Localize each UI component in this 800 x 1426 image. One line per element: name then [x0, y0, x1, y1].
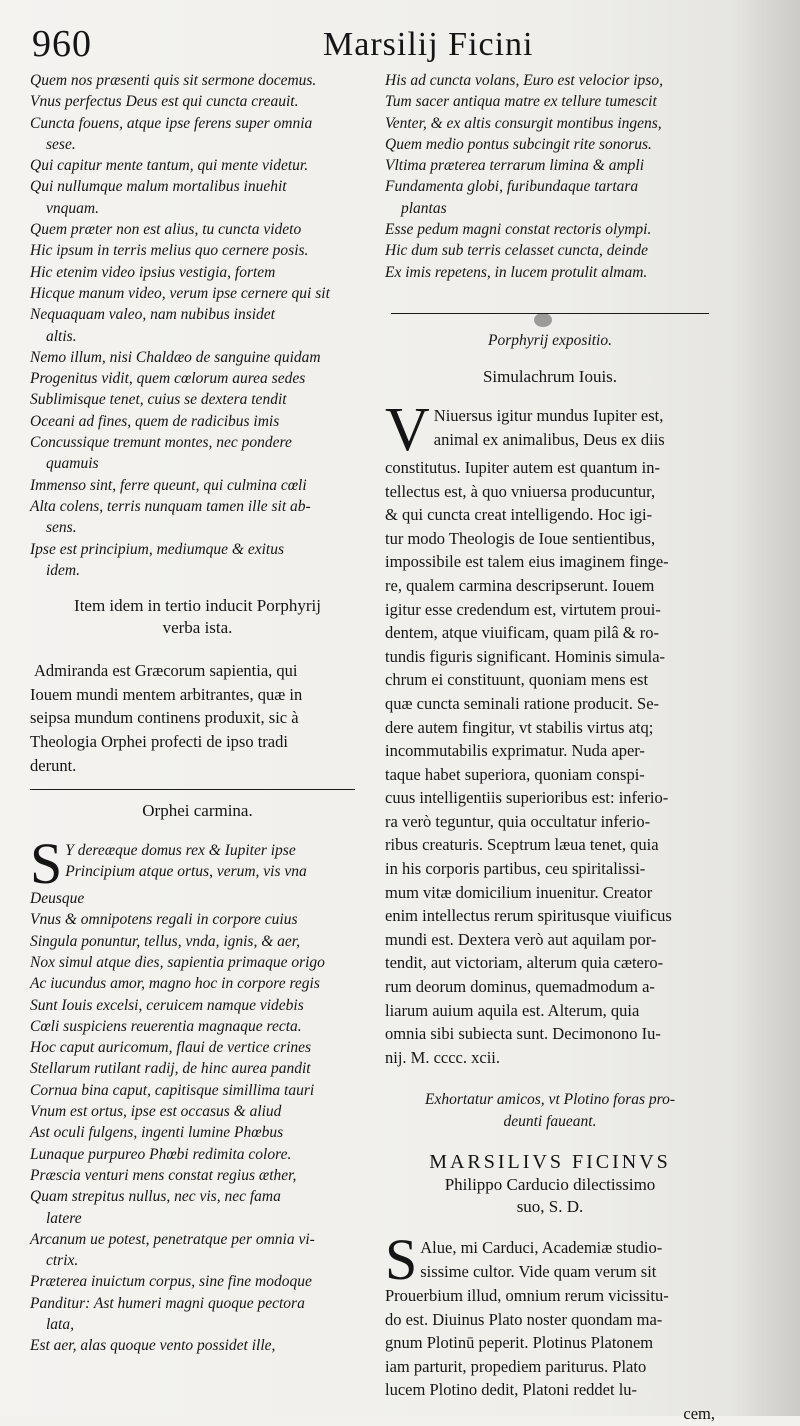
expositio-text: [385, 395, 715, 1069]
prose-line: impossibile est talem eius imaginem finge-: [385, 552, 669, 572]
prose-line: incommutabilis exprimatur. Nuda aper-: [385, 741, 645, 761]
poem-line: His ad cuncta volans, Euro est velocior ipso,: [385, 72, 663, 89]
poem-line: latere: [46, 1209, 82, 1227]
prose-line: mundi est. Dextera verò aut aquilam por-: [385, 929, 657, 949]
letter-author: MARSILIVS FICINVS: [429, 1151, 671, 1173]
letter-addressee-line: suo, S. D.: [516, 1197, 584, 1216]
prose-line: Theologia Orphei profecti de ipso tradi: [30, 731, 288, 751]
prose-line: chrum ei constituunt, quoniam mens est: [385, 670, 649, 690]
poem-line: Y dereæque domus rex & Iupiter ipse: [65, 842, 296, 860]
prose-line: enim intellectus rerum spiritusque viuificus: [385, 906, 672, 926]
left-column: [30, 70, 365, 1357]
poem-line: Stellarum rutilant radij, de hinc aurea pandit: [30, 1060, 311, 1078]
poem-line: Deusque: [30, 890, 85, 908]
left-prose: [30, 659, 365, 777]
poem-line: Vnus perfectus Deus est qui cuncta creauit.: [30, 93, 299, 111]
poem-line: sese.: [46, 135, 76, 153]
orphei-poem: [30, 831, 365, 1357]
prose-line: Niuersus igitur mundus Iupiter est,: [433, 405, 664, 425]
poem-line: Singula ponuntur, tellus, vnda, ignis, & aer,: [30, 932, 300, 950]
prose-line: lucem Plotino dedit, Platoni reddet lu-: [385, 1380, 638, 1400]
drop-capital: S: [30, 831, 63, 897]
poem-line: Nemo illum, nisi Chaldæo de sanguine quidam: [30, 348, 321, 366]
poem-line: quamuis: [46, 455, 99, 473]
poem-line: Hic dum sub terris celasset cuncta, deinde: [385, 242, 649, 260]
prose-line: tur modo Theologis de Ioue sentientibus,: [385, 528, 656, 548]
poem-line: Est aer, alas quoque vento possidet ille,: [30, 1337, 276, 1355]
poem-line: sens.: [46, 519, 77, 537]
prose-line: quæ cuncta seminali ratione producit. Se-: [385, 693, 660, 713]
poem-line: Hic etenim video ipsius vestigia, fortem: [30, 263, 276, 281]
exhortatur-line: deunti faueant.: [503, 1112, 597, 1130]
poem-line: Qui capitur mente tantum, qui mente videtur.: [30, 157, 309, 175]
poem-line: Cuncta fouens, atque ipse ferens super omnia: [30, 114, 313, 132]
poem-line: altis.: [46, 327, 77, 345]
prose-line: dentem, atque viuificam, quam pilâ & ro-: [385, 623, 659, 643]
prose-line: seipsa mundum continens produxit, sic à: [30, 708, 299, 728]
poem-line: Hoc caput auricomum, flaui de vertice crines: [30, 1039, 312, 1057]
poem-line: Præscia venturi mens constat regius æther,: [30, 1166, 297, 1184]
poem-line: Hic ipsum in terris melius quo cernere posis.: [30, 242, 309, 260]
poem-line: Sublimisque tenet, cuius se dextera tendit: [30, 391, 287, 409]
prose-line: taque habet superiora, quoniam conspi-: [385, 764, 645, 784]
prose-line: in his corporis partibus, ceu spiritalissi-: [385, 859, 646, 879]
prose-line: tellectus est, à quo vniuersa producuntur,: [385, 481, 656, 501]
poem-line: Quem nos præsenti quis sit sermone docemus.: [30, 72, 317, 89]
poem-line: Arcanum ue potest, penetratque per omnia vi-: [30, 1230, 315, 1248]
poem-line: Oceani ad fines, quem de radicibus imis: [30, 412, 280, 430]
poem-line: Ipse est principium, mediumque & exitus: [30, 540, 284, 558]
prose-line: constitutus. Iupiter autem est quantum in-: [385, 457, 660, 477]
letter-addressee-line: Philippo Carducio dilectissimo: [444, 1175, 656, 1194]
poem-line: Progenitus vidit, quem cœlorum aurea sedes: [30, 370, 306, 388]
drop-capital: S: [385, 1227, 418, 1292]
prose-line: cem,: [683, 1403, 715, 1423]
prose-line: ra verò teguntur, quia occultatur inferio-: [385, 811, 651, 831]
page-header: [28, 18, 770, 68]
prose-line: derunt.: [30, 755, 77, 775]
right-column: [385, 70, 715, 1426]
section-rule: [30, 789, 355, 790]
prose-line: omnia sibi subiecta sunt. Decimonono Iu-: [385, 1024, 661, 1044]
prose-line: tundis figuris significant. Hominis simula-: [385, 646, 666, 666]
poem-line: Tum sacer antiqua matre ex tellure tumescit: [385, 93, 657, 111]
prose-line: nij. M. cccc. xcii.: [385, 1047, 501, 1067]
poem-line: Quam strepitus nullus, nec vis, nec fama: [30, 1188, 281, 1206]
poem-line: ctrix.: [46, 1252, 79, 1270]
poem-line: Ex imis repetens, in lucem protulit almam.: [385, 263, 648, 281]
poem-line: Qui nullumque malum mortalibus inuehit: [30, 178, 287, 196]
poem-line: Alta colens, terris nunquam tamen ille sit ab-: [30, 497, 311, 515]
prose-line: mum vitæ domicilium inuenitur. Creator: [385, 882, 653, 902]
prose-line: gnum Plotinū peperit. Plotinus Platonem: [385, 1333, 654, 1353]
prose-line: Iouem mundi mentem arbitrantes, quæ in: [30, 684, 303, 704]
prose-line: dere autem fingitur, vt stabilis virtus atq;: [385, 717, 654, 737]
prose-line: animal ex animalibus, Deus ex diis: [433, 429, 665, 449]
poem-line: Principium atque ortus, verum, vis vna: [65, 863, 307, 881]
prose-line: Prouerbium illud, omnium rerum vicissitu-: [385, 1286, 669, 1305]
poem-line: Quem præter non est alius, tu cuncta videto: [30, 221, 302, 239]
poem-line: Quem medio pontus subcingit rite sonorus.: [385, 135, 652, 153]
prose-line: sissime cultor. Vide quam verum sit: [420, 1261, 657, 1281]
prose-line: rum deorum dominus, quemadmodum a-: [385, 977, 655, 997]
poem-line: Vnum est ortus, ipse est occasus & aliud: [30, 1103, 282, 1121]
poem-line: Esse pedum magni constat rectoris olympi.: [385, 221, 652, 239]
poem-line: Nequaquam valeo, nam nubibus insidet: [30, 306, 275, 324]
exhortatur-heading: [385, 1089, 715, 1132]
poem-line: Lunaque purpureo Phœbi redimita colore.: [30, 1145, 292, 1163]
running-title: Marsilij Ficini: [323, 26, 534, 63]
poem-line: plantas: [401, 199, 447, 217]
poem-line: Cornua bina caput, capitisque simillima tauri: [30, 1081, 315, 1099]
left-poem: [30, 70, 365, 581]
prose-line: do est. Diuinus Plato noster quondam ma-: [385, 1309, 663, 1329]
poem-line: Ac iucundus amor, magno hoc in corpore regis: [30, 975, 320, 993]
poem-line: Fundamenta globi, furibundaque tartara: [385, 178, 639, 196]
exhortatur-line: Exhortatur amicos, vt Plotino foras pro-: [425, 1091, 675, 1109]
page-number: 960: [32, 23, 92, 65]
poem-line: Nox simul atque dies, sapientia primaque origo: [30, 953, 325, 971]
item-heading-line: Item idem in tertio inducit Porphyrij: [74, 596, 321, 616]
poem-line: Præterea inuictum corpus, sine fine modoque: [30, 1273, 312, 1291]
gutter-shadow: [730, 0, 800, 1416]
poem-line: Sunt Iouis excelsi, ceruicem namque videbis: [30, 996, 304, 1014]
right-poem: [385, 70, 715, 283]
poem-line: Concussique tremunt montes, nec pondere: [30, 434, 292, 452]
prose-line: tendit, aut victoriam, alterum quia cætero-: [385, 953, 664, 973]
poem-line: Cœli suspiciens reuerentia magnaque recta.: [30, 1017, 302, 1035]
section-rule: [391, 313, 709, 314]
prose-line: igitur esse credendum est, virtutem proui-: [385, 599, 661, 619]
poem-line: Immenso sint, ferre queunt, qui culmina cœli: [30, 476, 307, 494]
prose-line: cuus intelligentiis superioribus est: inferio-: [385, 788, 669, 808]
orphei-heading: Orphei carmina.: [142, 801, 253, 821]
poem-line: idem.: [46, 561, 81, 579]
prose-line: ribus creaturis. Sceptrum læua tenet, quia: [385, 835, 659, 855]
letter-text: [385, 1227, 715, 1426]
prose-line: Admiranda est Græcorum sapientia, qui: [34, 661, 298, 681]
prose-line: iam parturit, propediem pariturus. Plato: [385, 1356, 647, 1376]
prose-line: Alue, mi Carduci, Academiæ studio-: [420, 1238, 663, 1257]
poem-line: Hicque manum video, verum ipse cernere qui sit: [30, 284, 330, 302]
simulachrum-heading: Simulachrum Iouis.: [482, 366, 618, 386]
item-heading-line: verba ista.: [162, 618, 233, 638]
item-heading: [30, 595, 365, 639]
prose-line: & qui cuncta creat intelligendo. Hoc igi-: [385, 505, 653, 525]
poem-line: Panditur: Ast humeri magni quoque pectora: [30, 1294, 305, 1312]
poem-line: lata,: [46, 1316, 74, 1334]
poem-line: Vnus & omnipotens regali in corpore cuius: [30, 911, 298, 929]
prose-line: liarum auium aquila est. Alterum, quia: [385, 1000, 640, 1020]
poem-line: Vltima præterea terrarum limina & ampli: [385, 157, 645, 175]
poem-line: Ast oculi fulgens, ingenti lumine Phœbus: [30, 1124, 284, 1142]
prose-line: re, qualem carmina descripserunt. Iouem: [385, 575, 655, 595]
porphyry-heading: Porphyrij expositio.: [488, 331, 612, 349]
poem-line: Venter, & ex altis consurgit montibus ingens,: [385, 114, 662, 132]
drop-capital: V: [385, 395, 430, 464]
poem-line: vnquam.: [46, 199, 99, 217]
